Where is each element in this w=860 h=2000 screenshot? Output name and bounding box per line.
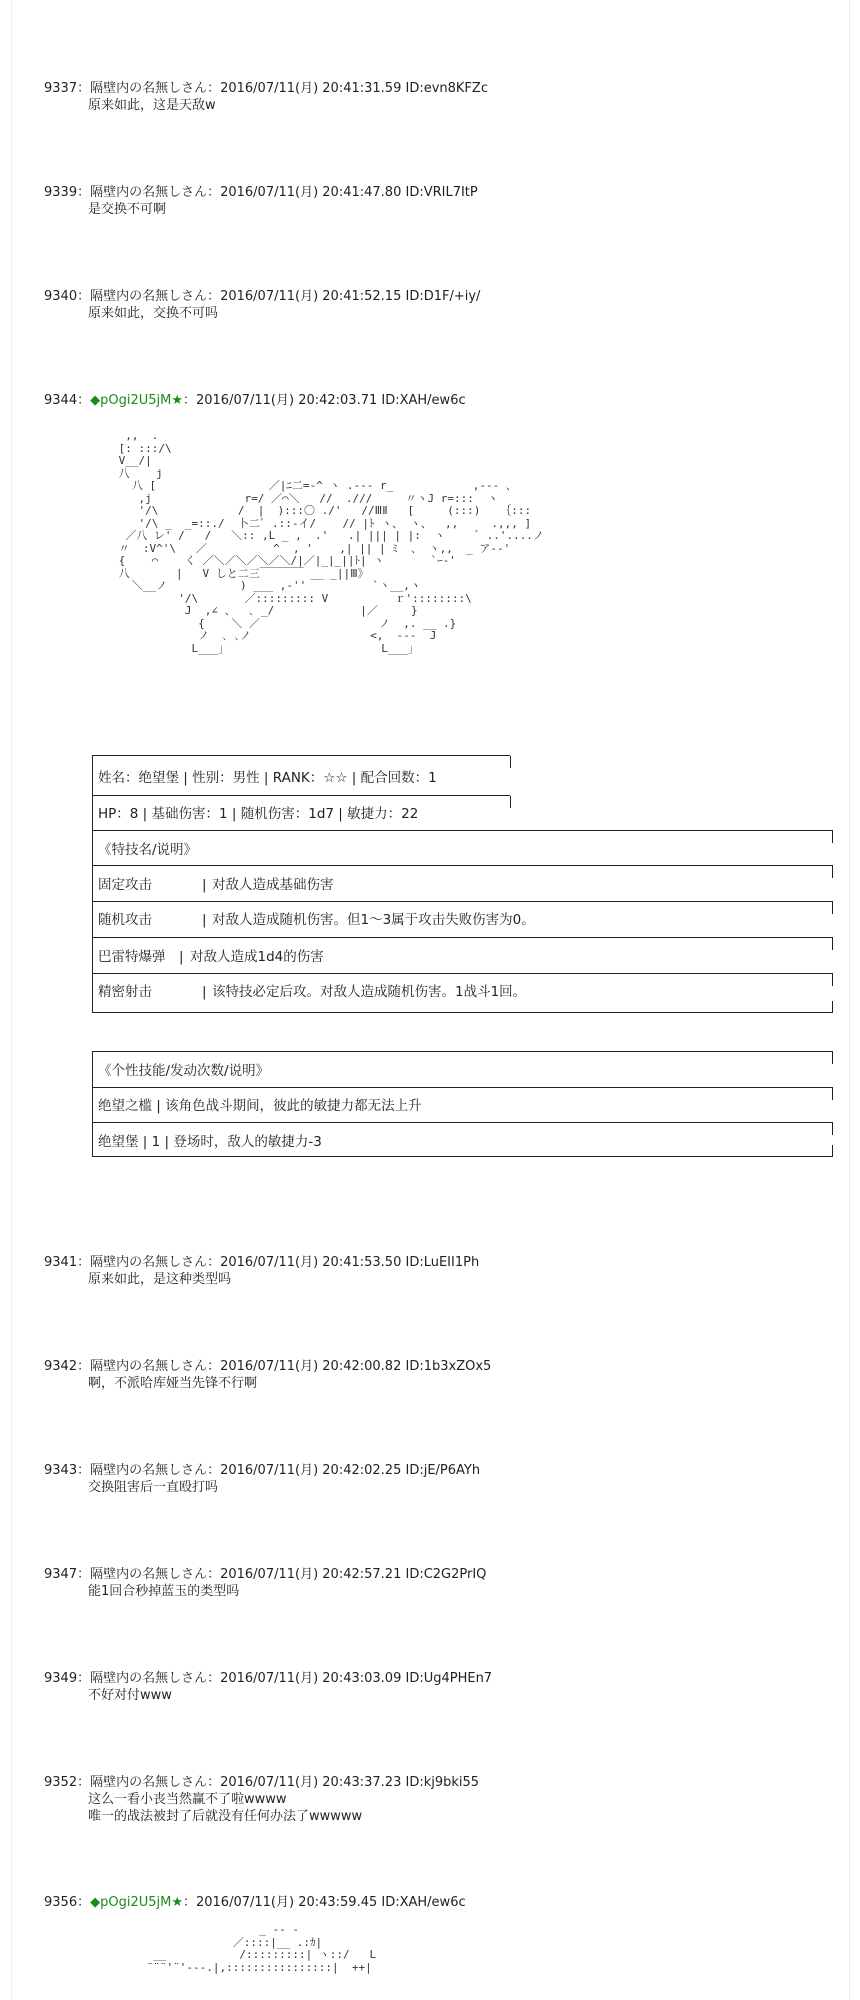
traits-corner-tick [832, 1052, 833, 1064]
post-9347 [44, 1566, 486, 1600]
skills-corner-tick [832, 831, 833, 843]
post-body-line: 唯一的战法被封了后就没有任何办法了wwwww [88, 1809, 363, 1824]
skills-border-left [92, 830, 93, 1013]
post-9356 [44, 1894, 466, 1911]
post-header: 9337：隔壁内の名無しさん：2016/07/11(月) 20:41:31.59 ID:evn8KFZc [44, 81, 488, 96]
post-9343 [44, 1462, 480, 1496]
skill-name: 巴雷特爆弹 [98, 949, 166, 965]
stats-rule [92, 795, 510, 796]
post-body-line: 原来如此，交换不可吗 [88, 306, 219, 321]
post-9340 [44, 288, 480, 322]
trait-row: 绝望之槛 | 该角色战斗期间，彼此的敏捷力都无法上升 [98, 1098, 422, 1114]
post-header [44, 392, 466, 409]
skills-title: 《特技名/说明》 [98, 842, 198, 858]
traits-corner-tick [832, 1123, 833, 1135]
post-9344 [44, 392, 466, 409]
post-body-line: 啊，不派哈库娅当先锋不行啊 [88, 1376, 258, 1391]
stats-row: 姓名：绝望堡 | 性别：男性 | RANK：☆☆ | 配合回数：1 [98, 770, 437, 786]
traits-corner-tick [832, 1088, 833, 1100]
left-margin-line [11, 0, 12, 2000]
right-margin-line [849, 0, 850, 2000]
stats-rule [92, 755, 510, 756]
post-number: 9344： [44, 393, 91, 408]
traits-rule [92, 1122, 833, 1123]
traits-rule [92, 1156, 833, 1157]
skills-corner-tick [832, 974, 833, 986]
skills-corner-tick [832, 1001, 833, 1013]
post-9337 [44, 80, 488, 114]
post-header-rest: ：2016/07/11(月) 20:42:03.71 ID:XAH/ew6c [182, 393, 466, 408]
post-body-line: 这么一看小丧当然赢不了啦wwww [88, 1792, 287, 1807]
skills-rule [92, 937, 833, 938]
skill-desc: 该特技必定后攻。对敌人造成随机伤害。1战斗1回。 [212, 984, 527, 1000]
skills-rule [92, 901, 833, 902]
post-9341 [44, 1254, 479, 1288]
skills-rule [92, 830, 833, 831]
skills-corner-tick [832, 902, 833, 914]
skills-rule [92, 1012, 833, 1013]
post-header: 9352：隔壁内の名無しさん：2016/07/11(月) 20:43:37.23 ID:kj9bki55 [44, 1775, 480, 1790]
post-header: 9349：隔壁内の名無しさん：2016/07/11(月) 20:43:03.09 ID:Ug4PHEn7 [44, 1671, 493, 1686]
post-header: 9347：隔壁内の名無しさん：2016/07/11(月) 20:42:57.21 ID:C2G2PrIQ [44, 1567, 487, 1582]
post-body-line: 原来如此，是这种类型吗 [88, 1272, 232, 1287]
post-header-rest: ：2016/07/11(月) 20:43:59.45 ID:XAH/ew6c [182, 1895, 466, 1910]
stats-border-left [92, 795, 93, 830]
post-header: 9340：隔壁内の名無しさん：2016/07/11(月) 20:41:52.15 ID:D1F/+iy/ [44, 289, 481, 304]
post-header: 9342：隔壁内の名無しさん：2016/07/11(月) 20:42:00.82 ID:1b3xZOx5 [44, 1359, 492, 1374]
tripcode: ◆pOgi2U5jM★ [90, 1895, 183, 1910]
post-body-line: 原来如此，这是天敌w [88, 98, 216, 113]
ascii-art-character: _ -- - ／::::|__ .:ｶ| __ /:::::::::| ヽ::/ L ¨¨¨'¨'---.|,::::::::::::::::| ++| [146, 1923, 377, 1974]
skill-separator: | [202, 912, 207, 928]
post-9339 [44, 184, 478, 218]
trait-row: 绝望堡 | 1 | 登场时，敌人的敏捷力-3 [98, 1134, 322, 1150]
skill-name: 精密射击 [98, 984, 152, 1000]
skill-name: 固定攻击 [98, 877, 152, 893]
traits-rule [92, 1087, 833, 1088]
traits-border-left [92, 1051, 93, 1157]
post-9342 [44, 1358, 491, 1392]
skills-corner-tick [832, 938, 833, 950]
skill-desc: 对敌人造成随机伤害。但1～3属于攻击失败伤害为0。 [212, 912, 535, 928]
post-header: 9339：隔壁内の名無しさん：2016/07/11(月) 20:41:47.80 ID:VRIL7ItP [44, 185, 478, 200]
traits-title: 《个性技能/发动次数/说明》 [98, 1063, 270, 1079]
skills-corner-tick [832, 866, 833, 878]
traits-rule [92, 1051, 833, 1052]
skill-separator: | [202, 877, 207, 893]
post-body-line: 不好对付www [88, 1688, 172, 1703]
post-body-line: 交换阻害后一直殴打吗 [88, 1480, 219, 1495]
post-9349 [44, 1670, 492, 1704]
stats-corner-tick [510, 756, 511, 768]
stats-corner-tick [510, 796, 511, 808]
post-header: 9343：隔壁内の名無しさん：2016/07/11(月) 20:42:02.25 ID:jE/P6AYh [44, 1463, 481, 1478]
post-number: 9356： [44, 1895, 91, 1910]
tripcode: ◆pOgi2U5jM★ [90, 393, 183, 408]
stats-border-left [92, 755, 93, 795]
stats-row: HP：8 | 基础伤害：1 | 随机伤害：1d7 | 敏捷力：22 [98, 806, 419, 822]
ascii-art-character: ,, . [: :::/\ V__/| 八 j 八 [ ／|ﾆ二=-^ ヽ .--- r_ ,--- 、 ,j r=/ ／⌒＼ // ./// 〃ヽJ r=::: ヽ '/\ / | ):::〇 ./' //ⅢⅡ [ (:::) ｛::: '/\ _ _=::./ 卜二ﾞ .::-イ/ // |ﾄ ヽ、 ヽ、 ,, .,,, ] ／八 レ' / / ＼:: ,L _ , .' .| ||| | |: ヽ ﾞ ..'....ノ 〃 :V^'\ ／ ^ , ' ,| || | ﾐ 、 ヽ,, _ ア--' { ⌒ く ／＼／＼／＼／＼/|／|_|_||ﾄ| ヽ `ｰ-' 八 | V しと二三￣￣￣￣ __ _||Ⅲ》 ＼__ノ ) ___ ,‐'' `ヽ__,ヽ '/\ ／::::::::: V ｒ'::::::::\ J ,∠ 、 ､ _/ |／ } { ＼ ／ ノ ,. __ .} ノ ､ ､ノ <, --- J L___」 L___」 [118, 429, 544, 655]
skill-separator: | [179, 949, 184, 965]
post-body-line: 能1回合秒掉蓝玉的类型吗 [88, 1584, 240, 1599]
skill-name: 随机攻击 [98, 912, 152, 928]
post-header: 9341：隔壁内の名無しさん：2016/07/11(月) 20:41:53.50 ID:LuEII1Ph [44, 1255, 480, 1270]
skill-separator: | [202, 984, 207, 1000]
skills-rule [92, 973, 833, 974]
post-header [44, 1894, 466, 1911]
skills-rule [92, 865, 833, 866]
skill-desc: 对敌人造成1d4的伤害 [190, 949, 324, 965]
traits-corner-tick [832, 1145, 833, 1157]
skill-desc: 对敌人造成基础伤害 [212, 877, 334, 893]
post-body-line: 是交换不可啊 [88, 202, 167, 217]
post-9352 [44, 1774, 479, 1825]
